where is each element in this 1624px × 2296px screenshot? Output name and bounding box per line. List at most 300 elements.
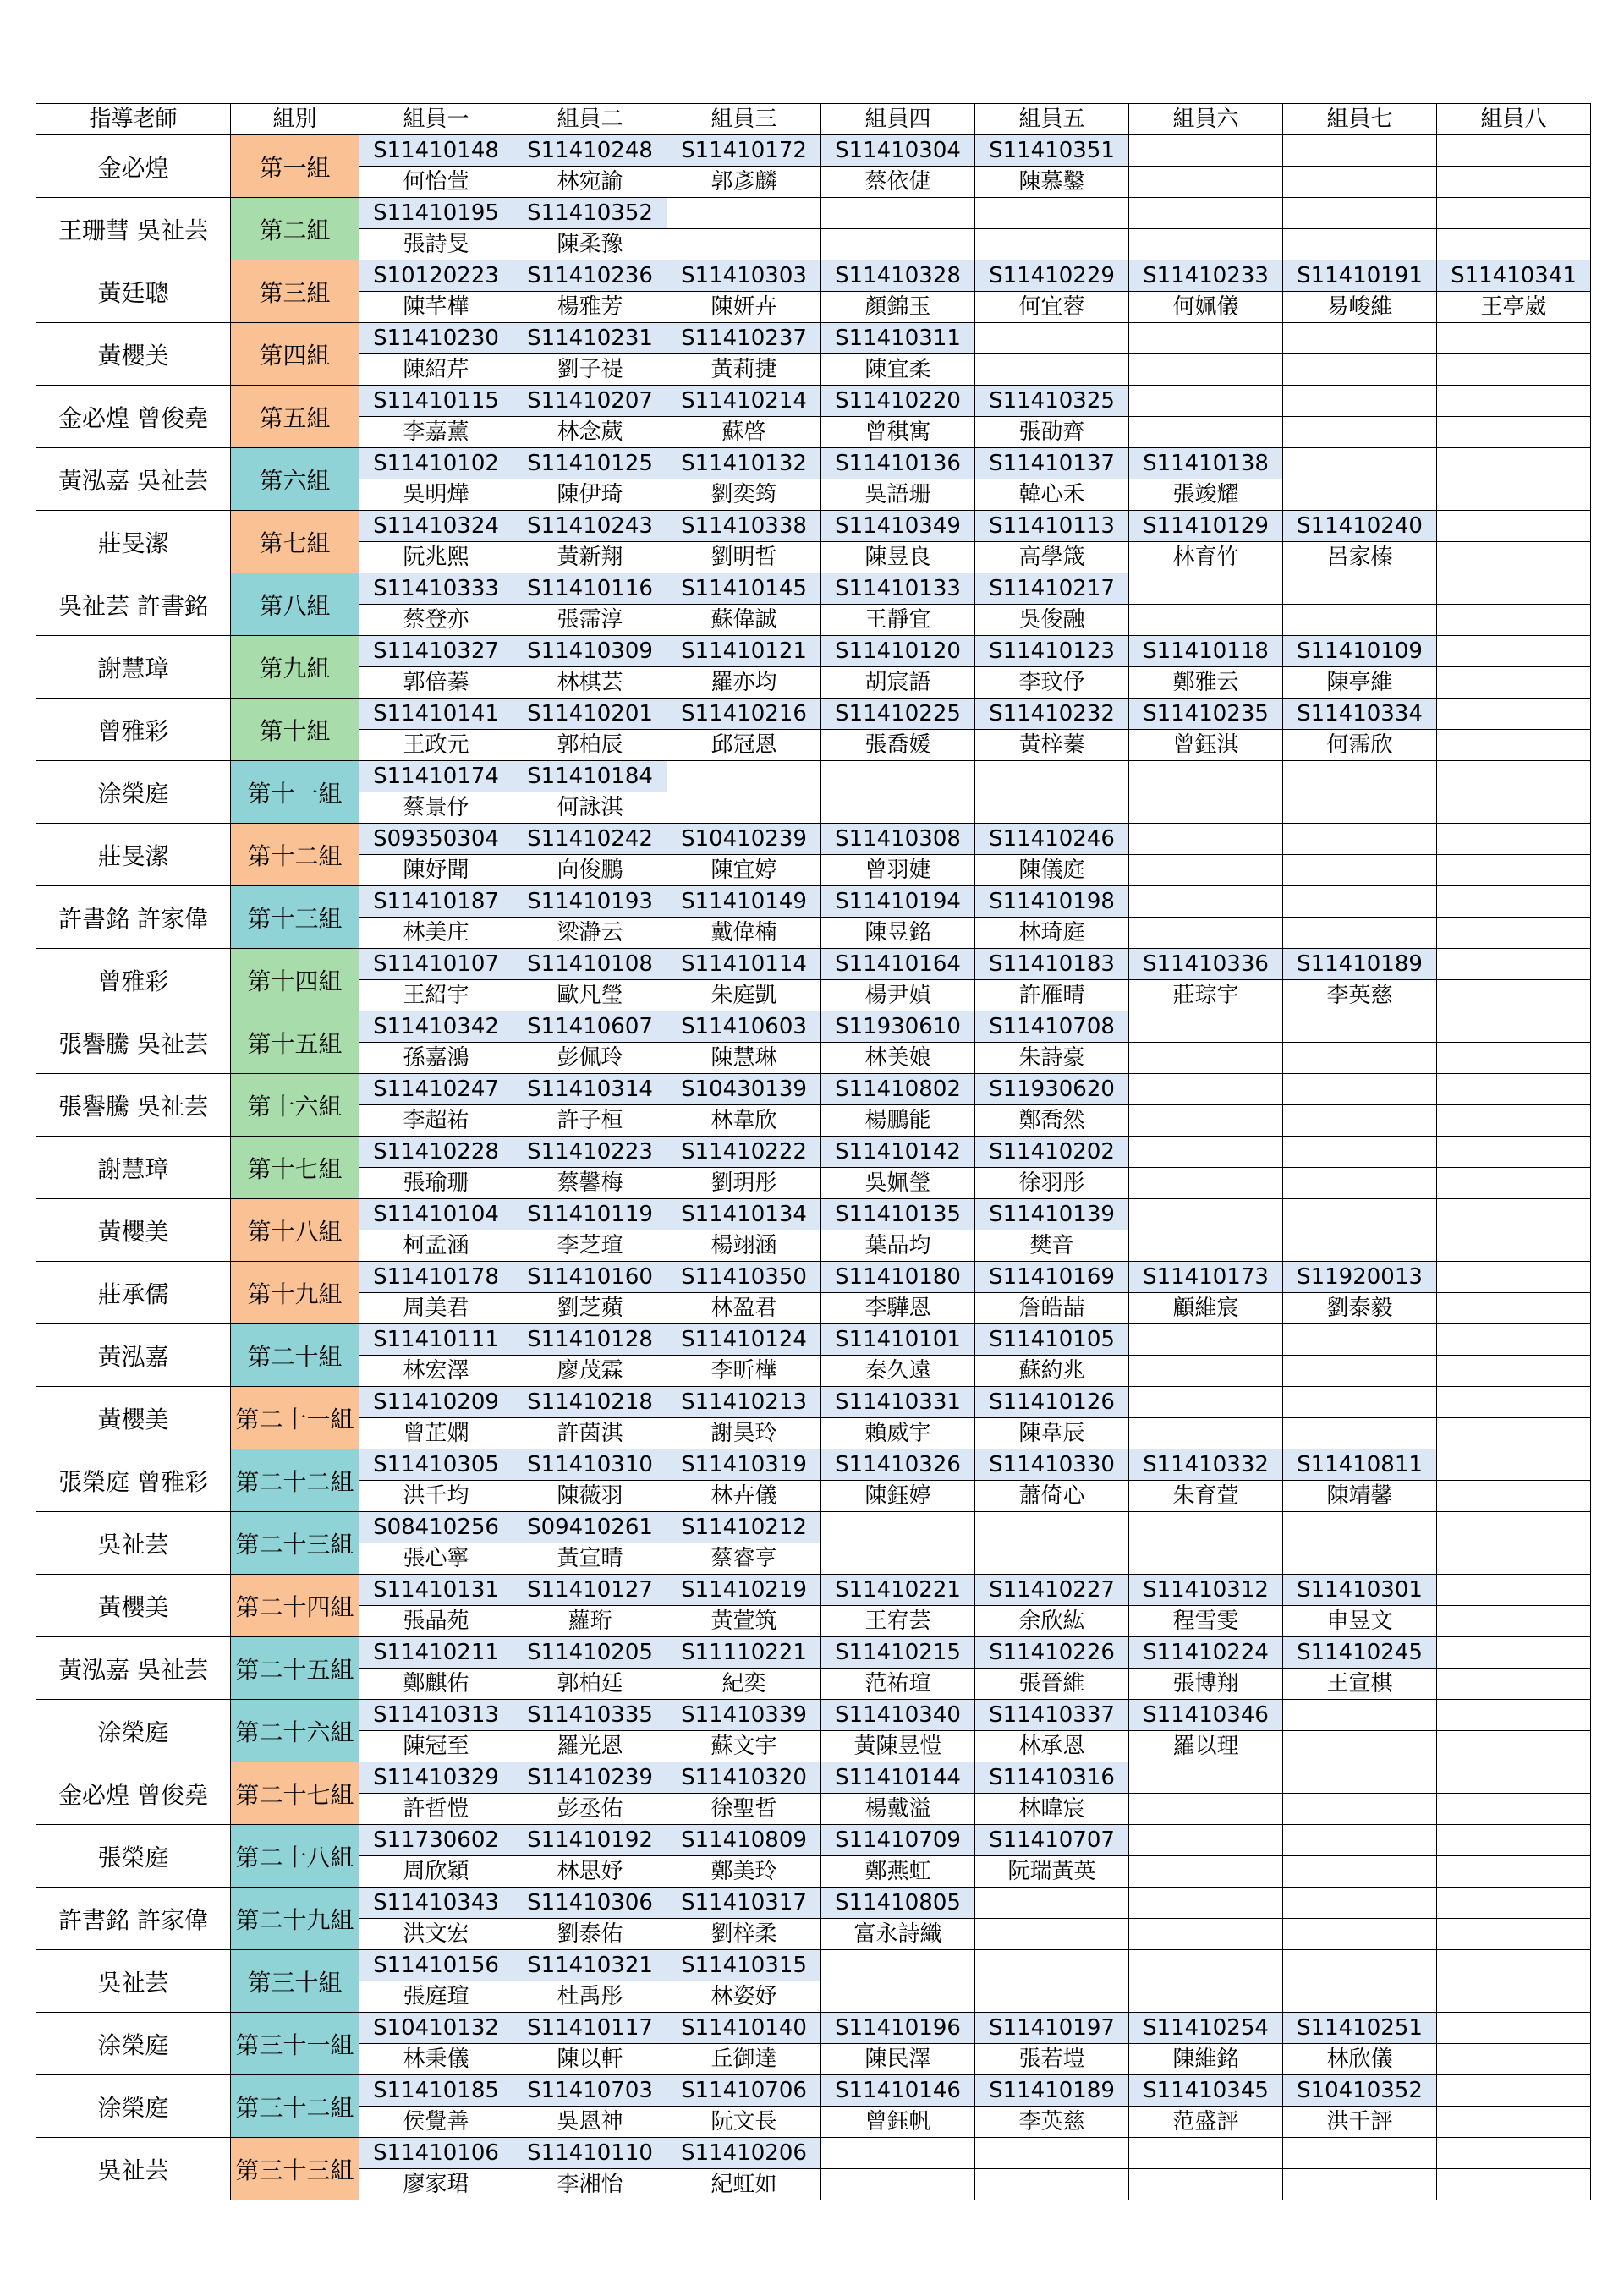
student-id-cell — [1437, 824, 1591, 855]
student-name-cell: 林琦庭 — [975, 918, 1129, 949]
student-name-cell: 蘇約兆 — [975, 1356, 1129, 1387]
student-name-cell — [1437, 2044, 1591, 2075]
student-name-cell: 鄭燕虹 — [821, 1856, 975, 1888]
student-id-cell — [1283, 448, 1437, 479]
student-name-cell: 林承恩 — [975, 1731, 1129, 1762]
student-id-cell: S11410120 — [821, 636, 975, 667]
group-label-cell: 第二十八組 — [231, 1825, 359, 1888]
student-name-cell — [1129, 1919, 1283, 1950]
student-id-cell: S11410146 — [821, 2075, 975, 2107]
student-id-cell: S11410206 — [667, 2138, 821, 2169]
student-id-cell — [1129, 1762, 1283, 1794]
student-name-cell: 陳紹芹 — [359, 354, 513, 386]
group-id-row — [36, 2138, 1591, 2169]
student-name-cell — [1129, 1856, 1283, 1888]
student-id-cell: S11410332 — [1129, 1449, 1283, 1481]
student-name-cell: 鄭雅云 — [1129, 667, 1283, 699]
student-name-cell — [1283, 1168, 1437, 1199]
student-name-cell: 顧維宸 — [1129, 1293, 1283, 1324]
student-id-cell — [1129, 198, 1283, 229]
student-name-cell — [1437, 1105, 1591, 1137]
student-id-cell: S11410230 — [359, 323, 513, 354]
student-name-cell — [1283, 229, 1437, 260]
student-id-cell: S11410313 — [359, 1700, 513, 1731]
student-id-cell: S11410191 — [1283, 260, 1437, 292]
student-name-cell: 黃萱筑 — [667, 1606, 821, 1637]
student-name-cell: 林育竹 — [1129, 542, 1283, 573]
student-id-cell: S11410346 — [1129, 1700, 1283, 1731]
student-id-cell — [1437, 323, 1591, 354]
student-id-cell: S11410324 — [359, 511, 513, 542]
student-name-cell: 林美庄 — [359, 918, 513, 949]
student-name-cell: 阮瑞黃英 — [975, 1856, 1129, 1888]
student-name-cell: 林欣儀 — [1283, 2044, 1437, 2075]
group-id-row — [36, 1449, 1591, 1481]
student-name-cell — [1283, 1919, 1437, 1950]
student-name-cell: 朱詩豪 — [975, 1043, 1129, 1074]
student-id-cell — [1283, 886, 1437, 918]
student-name-cell — [975, 1981, 1129, 2013]
student-id-cell: S11410327 — [359, 636, 513, 667]
student-id-cell: S11410248 — [513, 135, 667, 167]
student-name-cell: 黃宣晴 — [513, 1543, 667, 1575]
student-name-cell: 陳維銘 — [1129, 2044, 1283, 2075]
student-id-cell: S10120223 — [359, 260, 513, 292]
student-id-cell — [1283, 1825, 1437, 1856]
student-name-cell: 李湘怡 — [513, 2169, 667, 2200]
student-id-cell — [1129, 573, 1283, 605]
student-id-cell — [667, 761, 821, 792]
student-name-cell: 李嘉薰 — [359, 417, 513, 448]
student-name-cell: 劉子禔 — [513, 354, 667, 386]
student-id-cell: S11410316 — [975, 1762, 1129, 1794]
group-label-cell: 第十二組 — [231, 824, 359, 886]
group-label-cell: 第十六組 — [231, 1074, 359, 1137]
student-id-cell: S11410132 — [667, 448, 821, 479]
student-name-cell: 王宣棋 — [1283, 1669, 1437, 1700]
student-name-cell — [1283, 1794, 1437, 1825]
student-name-cell: 韓心禾 — [975, 479, 1129, 511]
student-name-cell — [1437, 1606, 1591, 1637]
student-id-cell: S11410134 — [667, 1199, 821, 1230]
student-id-cell — [1129, 1387, 1283, 1418]
student-name-cell: 曾稘寓 — [821, 417, 975, 448]
student-name-cell: 楊翊涵 — [667, 1230, 821, 1262]
student-name-cell: 朱育萱 — [1129, 1481, 1283, 1512]
student-id-cell — [1129, 1825, 1283, 1856]
student-name-cell — [821, 792, 975, 824]
student-name-cell: 劉泰佑 — [513, 1919, 667, 1950]
student-id-cell — [1437, 949, 1591, 980]
teacher-cell: 莊旻潔 — [36, 824, 231, 886]
student-id-cell: S11410239 — [513, 1762, 667, 1794]
student-id-cell — [1437, 886, 1591, 918]
student-name-cell: 楊雅芳 — [513, 292, 667, 323]
student-id-cell — [1283, 573, 1437, 605]
student-id-cell: S11410246 — [975, 824, 1129, 855]
student-id-cell — [1437, 1074, 1591, 1105]
student-name-cell: 陳妍卉 — [667, 292, 821, 323]
student-name-cell — [1129, 1168, 1283, 1199]
student-id-cell — [975, 2138, 1129, 2169]
student-id-cell: S11410105 — [975, 1324, 1129, 1356]
group-label-cell: 第二十七組 — [231, 1762, 359, 1825]
student-name-cell: 張博翔 — [1129, 1669, 1283, 1700]
student-id-cell: S11110221 — [667, 1637, 821, 1669]
student-id-cell: S11410209 — [359, 1387, 513, 1418]
student-id-cell: S11410110 — [513, 2138, 667, 2169]
student-name-cell — [1129, 417, 1283, 448]
student-id-cell: S11410138 — [1129, 448, 1283, 479]
student-name-cell: 歐凡瑩 — [513, 980, 667, 1011]
student-id-cell: S11410197 — [975, 2013, 1129, 2044]
student-id-cell: S11410333 — [359, 573, 513, 605]
student-id-cell: S11410173 — [1129, 1262, 1283, 1293]
student-id-cell: S11410127 — [513, 1575, 667, 1606]
student-id-cell: S11410337 — [975, 1700, 1129, 1731]
group-id-row — [36, 1700, 1591, 1731]
student-name-cell: 蔡景伃 — [359, 792, 513, 824]
group-id-row — [36, 1137, 1591, 1168]
student-name-cell: 呂家榛 — [1283, 542, 1437, 573]
student-name-cell: 陳冠至 — [359, 1731, 513, 1762]
student-name-cell: 易峻維 — [1283, 292, 1437, 323]
student-name-cell — [1437, 1919, 1591, 1950]
student-name-cell: 陳昱銘 — [821, 918, 975, 949]
student-name-cell — [1437, 918, 1591, 949]
student-name-cell: 林棋芸 — [513, 667, 667, 699]
student-id-cell: S11410342 — [359, 1011, 513, 1043]
student-id-cell — [1283, 1011, 1437, 1043]
teacher-cell: 金必煌 曾俊堯 — [36, 1762, 231, 1825]
student-name-cell: 李驊恩 — [821, 1293, 975, 1324]
student-id-cell — [1437, 761, 1591, 792]
student-id-cell — [975, 1950, 1129, 1981]
student-name-cell — [1283, 167, 1437, 198]
student-id-cell: S11410707 — [975, 1825, 1129, 1856]
student-name-cell: 陳宜婷 — [667, 855, 821, 886]
student-id-cell — [1283, 1512, 1437, 1543]
student-id-cell: S11410149 — [667, 886, 821, 918]
group-label-cell: 第十八組 — [231, 1199, 359, 1262]
student-id-cell: S11410336 — [1129, 949, 1283, 980]
student-name-cell: 阮兆熙 — [359, 542, 513, 573]
student-id-cell: S11410334 — [1283, 699, 1437, 730]
teacher-cell: 謝慧璋 — [36, 636, 231, 699]
student-id-cell — [1283, 1074, 1437, 1105]
student-id-cell: S11410706 — [667, 2075, 821, 2107]
student-name-cell: 林思妤 — [513, 1856, 667, 1888]
student-name-cell: 李英慈 — [975, 2107, 1129, 2138]
student-name-cell: 陳慧琳 — [667, 1043, 821, 1074]
student-name-cell: 洪千均 — [359, 1481, 513, 1512]
student-name-cell: 林美娘 — [821, 1043, 975, 1074]
teacher-cell: 吳祉芸 許書銘 — [36, 573, 231, 636]
student-id-cell — [1283, 1888, 1437, 1919]
student-id-cell: S11410106 — [359, 2138, 513, 2169]
student-name-cell: 張喬媛 — [821, 730, 975, 761]
student-id-cell — [1129, 824, 1283, 855]
student-id-cell: S11410136 — [821, 448, 975, 479]
student-id-cell: S11410116 — [513, 573, 667, 605]
student-name-cell — [1437, 605, 1591, 636]
group-id-row — [36, 1637, 1591, 1669]
student-id-cell: S11410254 — [1129, 2013, 1283, 2044]
student-id-cell — [821, 1950, 975, 1981]
student-name-cell: 楊戴溢 — [821, 1794, 975, 1825]
student-name-cell — [1129, 605, 1283, 636]
student-name-cell: 林韋欣 — [667, 1105, 821, 1137]
group-label-cell: 第二十一組 — [231, 1387, 359, 1449]
student-id-cell: S11410198 — [975, 886, 1129, 918]
student-id-cell — [1129, 323, 1283, 354]
student-id-cell: S11410217 — [975, 573, 1129, 605]
student-name-cell: 范盛評 — [1129, 2107, 1283, 2138]
student-name-cell — [1437, 855, 1591, 886]
student-id-cell: S11410237 — [667, 323, 821, 354]
student-name-cell — [1283, 855, 1437, 886]
student-name-cell — [1437, 730, 1591, 761]
student-id-cell — [1437, 2138, 1591, 2169]
group-id-row — [36, 573, 1591, 605]
student-name-cell — [975, 2169, 1129, 2200]
group-label-cell: 第三十三組 — [231, 2138, 359, 2200]
student-id-cell: S11410308 — [821, 824, 975, 855]
student-id-cell — [1129, 1074, 1283, 1105]
student-id-cell — [1129, 2138, 1283, 2169]
student-id-cell: S11410352 — [513, 198, 667, 229]
group-id-row — [36, 886, 1591, 918]
student-id-cell: S11410223 — [513, 1137, 667, 1168]
student-name-cell: 吳恩神 — [513, 2107, 667, 2138]
student-id-cell: S11410201 — [513, 699, 667, 730]
student-name-cell: 陳伊琦 — [513, 479, 667, 511]
student-name-cell: 何姵儀 — [1129, 292, 1283, 323]
student-id-cell: S11410109 — [1283, 636, 1437, 667]
student-name-cell: 陳韋辰 — [975, 1418, 1129, 1449]
student-name-cell — [1437, 1669, 1591, 1700]
teacher-cell: 吳祉芸 — [36, 1512, 231, 1575]
student-id-cell: S11410314 — [513, 1074, 667, 1105]
student-id-cell: S11410212 — [667, 1512, 821, 1543]
student-id-cell — [1129, 1888, 1283, 1919]
student-id-cell — [1283, 761, 1437, 792]
student-id-cell: S11410811 — [1283, 1449, 1437, 1481]
teacher-cell: 莊承儒 — [36, 1262, 231, 1324]
group-id-row — [36, 511, 1591, 542]
student-id-cell: S11410236 — [513, 260, 667, 292]
student-name-cell: 陳民澤 — [821, 2044, 975, 2075]
student-id-cell: S11410123 — [975, 636, 1129, 667]
student-id-cell: S11410340 — [821, 1700, 975, 1731]
student-name-cell: 陳妤聞 — [359, 855, 513, 886]
student-id-cell: S11410189 — [1283, 949, 1437, 980]
group-id-row — [36, 448, 1591, 479]
header-member-3: 組員三 — [667, 104, 821, 135]
student-id-cell: S11410192 — [513, 1825, 667, 1856]
student-id-cell: S11410213 — [667, 1387, 821, 1418]
student-id-cell — [1437, 198, 1591, 229]
student-id-cell: S11410309 — [513, 636, 667, 667]
student-name-cell: 郭倍蓁 — [359, 667, 513, 699]
student-id-cell — [821, 761, 975, 792]
group-label-cell: 第五組 — [231, 386, 359, 448]
student-id-cell: S11410802 — [821, 1074, 975, 1105]
group-label-cell: 第十五組 — [231, 1011, 359, 1074]
student-id-cell: S11410193 — [513, 886, 667, 918]
student-id-cell: S11410121 — [667, 636, 821, 667]
student-name-cell: 何怡萱 — [359, 167, 513, 198]
group-id-row — [36, 1262, 1591, 1293]
group-id-row — [36, 2075, 1591, 2107]
student-name-cell: 紀奕 — [667, 1669, 821, 1700]
student-id-cell — [1437, 1199, 1591, 1230]
group-id-row — [36, 323, 1591, 354]
student-name-cell: 林卉儀 — [667, 1481, 821, 1512]
student-name-cell: 程雪雯 — [1129, 1606, 1283, 1637]
student-id-cell: S11930620 — [975, 1074, 1129, 1105]
student-id-cell: S11410216 — [667, 699, 821, 730]
student-id-cell: S11410119 — [513, 1199, 667, 1230]
group-label-cell: 第十一組 — [231, 761, 359, 824]
student-id-cell — [1437, 2013, 1591, 2044]
student-id-cell — [821, 1512, 975, 1543]
student-id-cell — [821, 198, 975, 229]
student-id-cell: S11410211 — [359, 1637, 513, 1669]
student-id-cell — [1283, 1387, 1437, 1418]
student-name-cell: 張劭齊 — [975, 417, 1129, 448]
group-id-row — [36, 1825, 1591, 1856]
teacher-cell: 黃櫻美 — [36, 1575, 231, 1637]
student-name-cell — [1283, 1856, 1437, 1888]
student-name-cell — [821, 1981, 975, 2013]
student-name-cell — [1437, 1481, 1591, 1512]
teacher-cell: 吳祉芸 — [36, 1950, 231, 2013]
student-id-cell: S11410245 — [1283, 1637, 1437, 1669]
student-name-cell: 何霈欣 — [1283, 730, 1437, 761]
student-name-cell — [1437, 792, 1591, 824]
student-id-cell: S11410141 — [359, 699, 513, 730]
student-id-cell: S11410221 — [821, 1575, 975, 1606]
group-id-row — [36, 1575, 1591, 1606]
student-id-cell: S11410117 — [513, 2013, 667, 2044]
student-name-cell: 何宜蓉 — [975, 292, 1129, 323]
header-member-1: 組員一 — [359, 104, 513, 135]
student-name-cell — [1437, 479, 1591, 511]
student-id-cell: S11410350 — [667, 1262, 821, 1293]
group-id-row — [36, 1011, 1591, 1043]
student-id-cell: S11410219 — [667, 1575, 821, 1606]
student-name-cell: 曾芷嫻 — [359, 1418, 513, 1449]
student-name-cell: 蔡登亦 — [359, 605, 513, 636]
student-name-cell — [1283, 792, 1437, 824]
student-name-cell: 謝昊玲 — [667, 1418, 821, 1449]
student-name-cell: 蕭倚心 — [975, 1481, 1129, 1512]
student-name-cell: 李英慈 — [1283, 980, 1437, 1011]
student-name-cell: 林秉儀 — [359, 2044, 513, 2075]
student-name-cell: 樊音 — [975, 1230, 1129, 1262]
student-name-cell — [1283, 354, 1437, 386]
student-name-cell — [1129, 1105, 1283, 1137]
student-name-cell: 朱庭凱 — [667, 980, 821, 1011]
student-name-cell: 蘿珩 — [513, 1606, 667, 1637]
student-id-cell: S11410139 — [975, 1199, 1129, 1230]
group-label-cell: 第三組 — [231, 260, 359, 323]
student-id-cell — [975, 198, 1129, 229]
student-id-cell — [1437, 135, 1591, 167]
student-id-cell: S11410189 — [975, 2075, 1129, 2107]
student-id-cell: S11410137 — [975, 448, 1129, 479]
student-id-cell: S11920013 — [1283, 1262, 1437, 1293]
group-id-row — [36, 949, 1591, 980]
student-id-cell — [1129, 1011, 1283, 1043]
student-name-cell: 廖茂霖 — [513, 1356, 667, 1387]
teacher-cell: 黃泓嘉 吳祉芸 — [36, 1637, 231, 1700]
student-name-cell: 余欣紘 — [975, 1606, 1129, 1637]
group-label-cell: 第三十二組 — [231, 2075, 359, 2138]
student-name-cell — [1129, 1230, 1283, 1262]
student-id-cell — [1283, 1700, 1437, 1731]
student-name-cell: 羅光恩 — [513, 1731, 667, 1762]
student-name-cell — [1283, 1731, 1437, 1762]
teacher-cell: 莊旻潔 — [36, 511, 231, 573]
student-name-cell — [975, 229, 1129, 260]
student-name-cell: 林姿妤 — [667, 1981, 821, 2013]
student-id-cell — [1283, 135, 1437, 167]
student-name-cell: 劉芝蘋 — [513, 1293, 667, 1324]
student-name-cell — [1129, 792, 1283, 824]
student-name-cell: 曾鈺淇 — [1129, 730, 1283, 761]
student-name-cell: 黃莉捷 — [667, 354, 821, 386]
student-name-cell — [1437, 980, 1591, 1011]
student-id-cell — [975, 1512, 1129, 1543]
student-name-cell: 郭柏辰 — [513, 730, 667, 761]
student-id-cell — [1283, 824, 1437, 855]
student-id-cell: S11410305 — [359, 1449, 513, 1481]
student-id-cell — [1437, 386, 1591, 417]
student-name-cell — [1129, 229, 1283, 260]
student-name-cell: 羅亦均 — [667, 667, 821, 699]
group-label-cell: 第十三組 — [231, 886, 359, 949]
student-name-cell — [1283, 1230, 1437, 1262]
header-member-5: 組員五 — [975, 104, 1129, 135]
student-name-cell — [1283, 918, 1437, 949]
teacher-cell: 吳祉芸 — [36, 2138, 231, 2200]
student-name-cell: 洪千評 — [1283, 2107, 1437, 2138]
student-id-cell — [975, 761, 1129, 792]
student-id-cell — [1437, 1888, 1591, 1919]
student-name-cell: 張若塏 — [975, 2044, 1129, 2075]
header-member-2: 組員二 — [513, 104, 667, 135]
student-name-cell — [1437, 1356, 1591, 1387]
student-id-cell: S11410708 — [975, 1011, 1129, 1043]
student-name-cell — [1283, 1543, 1437, 1575]
student-id-cell: S11410233 — [1129, 260, 1283, 292]
group-id-row — [36, 2013, 1591, 2044]
student-name-cell — [1437, 1418, 1591, 1449]
student-id-cell: S10410132 — [359, 2013, 513, 2044]
student-id-cell: S11410222 — [667, 1137, 821, 1168]
student-name-cell — [1437, 1230, 1591, 1262]
student-name-cell: 王靜宜 — [821, 605, 975, 636]
student-id-cell: S11410164 — [821, 949, 975, 980]
group-roster-table — [36, 103, 1591, 2200]
student-id-cell: S11410242 — [513, 824, 667, 855]
student-id-cell — [1129, 1199, 1283, 1230]
student-id-cell — [1437, 1637, 1591, 1669]
student-id-cell — [1129, 1324, 1283, 1356]
student-name-cell: 廖家珺 — [359, 2169, 513, 2200]
